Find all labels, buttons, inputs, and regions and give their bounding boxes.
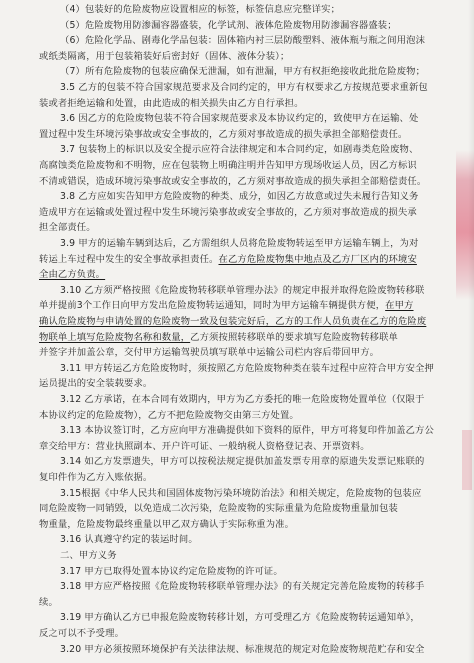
text-line bbox=[39, 98, 304, 109]
text-segment: 3.15根据《中华人民共和国固体废物污染环境防治法》和相关规定，危险废物的包装应 bbox=[60, 487, 422, 499]
text-segment: 转运上车过程中发生的安全事故承担责任。 bbox=[39, 253, 219, 265]
text-segment: 3.8 乙方应如实告知甲方危险废物的种类、成分，如因乙方故意或过失未履行告知义务 bbox=[60, 191, 419, 203]
text-segment: 不清或错误，造成环境污染事故或安全事故的，乙方须对事故造成的损失承担全部赔偿责任。 bbox=[39, 175, 427, 187]
text-line bbox=[60, 285, 425, 296]
text-segment: 3.13 本协议签订时，乙方应向甲方准确提供如下资料的原件，甲方可将复印件加盖乙方公 bbox=[60, 425, 434, 437]
text-segment: 3.19 甲方确认乙方已申报危险废物转移计划，方可受理乙方《危险废物转运通知单》， bbox=[60, 612, 420, 624]
text-line bbox=[60, 66, 425, 77]
text-line bbox=[39, 597, 58, 608]
text-segment: （5）危险废物用防渗漏容器盛装，化学试剂、液体危险废物用防渗漏容器盛装； bbox=[60, 19, 397, 31]
text-segment: 3.7 包装物上的标识以及安全提示应符合法律规定和本合同约定，如剧毒类危险废物、 bbox=[60, 144, 419, 156]
text-segment: 3.10 乙方须严格按照《危险废物转移联单管理办法》的规定申报并取得危险废物转移联 bbox=[60, 284, 425, 296]
text-segment: 高腐蚀类危险废物和不明物，应在包装物上明确注明并告知甲方现场收运人员，因乙方标识 bbox=[39, 160, 417, 171]
text-line bbox=[39, 254, 417, 265]
text-segment: 装或者拒绝运输和处置，由此造成的相关损失由乙方自行承担。 bbox=[39, 97, 304, 109]
text-line bbox=[39, 628, 124, 639]
underlined-text: 确认危险废物与申请处置的危险废物一致及包装完好后，乙方的工作人员负责在乙方的危险废 bbox=[39, 316, 427, 327]
text-segment: 单并提前3个工作日向甲方发出危险废物转运通知，同时为甲方运输车辆提供方便， bbox=[39, 300, 386, 312]
text-line bbox=[60, 425, 434, 436]
text-line bbox=[60, 644, 425, 655]
text-segment: 3.6 因乙方的危险废物包装不符合国家规范要求及本协议约定的，致使甲方在运输、处 bbox=[60, 113, 419, 125]
text-segment: 3.16 认真遵守约定的装运时间。 bbox=[60, 534, 198, 546]
text-line bbox=[60, 191, 418, 202]
text-line bbox=[60, 612, 420, 623]
text-segment: 3.11 甲方转运乙方危险废物时，须按照乙方危险废物种类在装车过程中应符合甲方安全押 bbox=[60, 362, 434, 374]
text-line bbox=[60, 144, 418, 155]
text-line bbox=[60, 82, 428, 93]
text-line bbox=[39, 176, 426, 187]
text-segment: 物重量，危险废物最终重量以甲乙双方确认于实际称重为准。 bbox=[39, 518, 295, 530]
text-line bbox=[39, 347, 379, 358]
text-segment: （6）危险化学品、剧毒化学品包装：固体箱内衬三层防酸塑料、液体瓶与瓶之间用泡沫 bbox=[60, 35, 426, 47]
page-edge-shadow bbox=[468, 0, 474, 663]
text-segment: 章交给甲方：营业执照副本、开户许可证、一般纳税人资格登记表、开票资料。 bbox=[39, 440, 370, 452]
text-line bbox=[60, 566, 283, 577]
text-segment: 乙方须按照转移联单的要求填写危险废物转移联单 bbox=[190, 331, 398, 343]
text-line bbox=[39, 160, 417, 171]
text-segment: 担全部责任。 bbox=[39, 222, 96, 234]
text-line bbox=[60, 363, 434, 374]
text-line bbox=[39, 129, 407, 140]
text-line bbox=[39, 207, 417, 218]
text-segment: 本协议约定的危险废物），乙方不把危险废物交由第三方处置。 bbox=[39, 409, 299, 421]
text-line bbox=[39, 51, 289, 62]
text-line bbox=[60, 534, 198, 545]
text-line bbox=[39, 300, 414, 311]
text-line bbox=[39, 503, 398, 514]
text-segment: 复印件作为乙方入账依据。 bbox=[39, 472, 153, 483]
text-segment: 续。 bbox=[39, 596, 58, 608]
text-line bbox=[39, 269, 105, 280]
text-segment: 并签字并加盖公章，交付甲方运输驾驶员填写联单中运输公司栏内容后带回甲方。 bbox=[39, 347, 380, 359]
text-line bbox=[60, 113, 418, 124]
underlined-text: 在乙方危险废物集中地点及乙方厂区内的环境安 bbox=[218, 253, 417, 265]
text-segment: 或纸类隔离，用于包装箱装好后密封好（固体、液体分装）； bbox=[39, 50, 290, 62]
text-line bbox=[39, 519, 294, 530]
text-segment: 3.17 甲方已取得处置本协议约定危险废物的许可证。 bbox=[60, 565, 283, 577]
text-line bbox=[60, 550, 117, 561]
text-line bbox=[60, 238, 418, 249]
text-line bbox=[39, 410, 299, 421]
text-line bbox=[39, 222, 96, 233]
text-line bbox=[60, 4, 340, 15]
text-segment: 3.12 乙方承诺，在本合同有效期内，甲方为乙方委托的唯一危险废物处置单位（仅限于 bbox=[60, 394, 425, 405]
text-line bbox=[60, 456, 425, 467]
text-line bbox=[60, 35, 425, 46]
text-line bbox=[60, 394, 425, 405]
text-line bbox=[39, 332, 398, 343]
text-segment: 二、甲方义务 bbox=[60, 550, 117, 561]
underlined-text: 全由乙方负责。 bbox=[39, 269, 106, 281]
text-segment: 运员提出的安全装载要求。 bbox=[39, 378, 153, 390]
text-line bbox=[39, 441, 370, 452]
text-segment: （4）包装好的危险废物应设置相应的标签，标签信息应完整详实； bbox=[60, 4, 341, 15]
text-line bbox=[39, 316, 426, 327]
text-segment: 3.18 甲方应严格按照《危险废物转移联单管理办法》的有关规定完善危险废物的转移手 bbox=[60, 581, 425, 593]
text-line bbox=[39, 472, 152, 483]
text-segment: 置过程中发生环境污染事故或安全事故的，乙方须对事故造成的损失承担全部赔偿责任。 bbox=[39, 128, 408, 140]
text-segment: 3.20 甲方必须按照环境保护有关法律法规、标准规范的规定对危险废物规范贮存和安全 bbox=[60, 643, 425, 655]
underlined-text: 在甲方 bbox=[385, 300, 414, 312]
text-segment: 造成甲方在运输或处置过程中发生环境污染事故或安全事故的，乙方须对事故造成的损失承 bbox=[39, 206, 417, 218]
text-segment: 3.14 如乙方发票遗失，甲方可以按税法规定提供加盖发票专用章的原遗失发票记账联的 bbox=[60, 456, 425, 468]
text-segment: 3.5 乙方的包装不符合国家规范要求及合同约定的，甲方有权要求乙方按规范要求重新包 bbox=[60, 82, 428, 93]
text-line bbox=[60, 20, 397, 31]
underlined-text: 物联单上填写危险废物名称和数量， bbox=[39, 331, 191, 343]
text-segment: （7）所有危险废物的包装应确保无泄漏，如有泄漏，甲方有权拒绝接收此批危险废物； bbox=[60, 66, 426, 78]
text-segment: 同危险废物一同销毁，以免造成二次污染，危险废物的实际重量为危险废物重量加包装 bbox=[39, 503, 398, 515]
text-segment: 3.9 甲方的运输车辆到达后，乙方需组织人员将危险废物转运至甲方运输车辆上，为对 bbox=[60, 238, 419, 249]
text-line bbox=[39, 378, 152, 389]
text-segment: 反之可以不予受理。 bbox=[39, 628, 125, 639]
text-line bbox=[60, 581, 425, 592]
text-line bbox=[60, 488, 421, 499]
